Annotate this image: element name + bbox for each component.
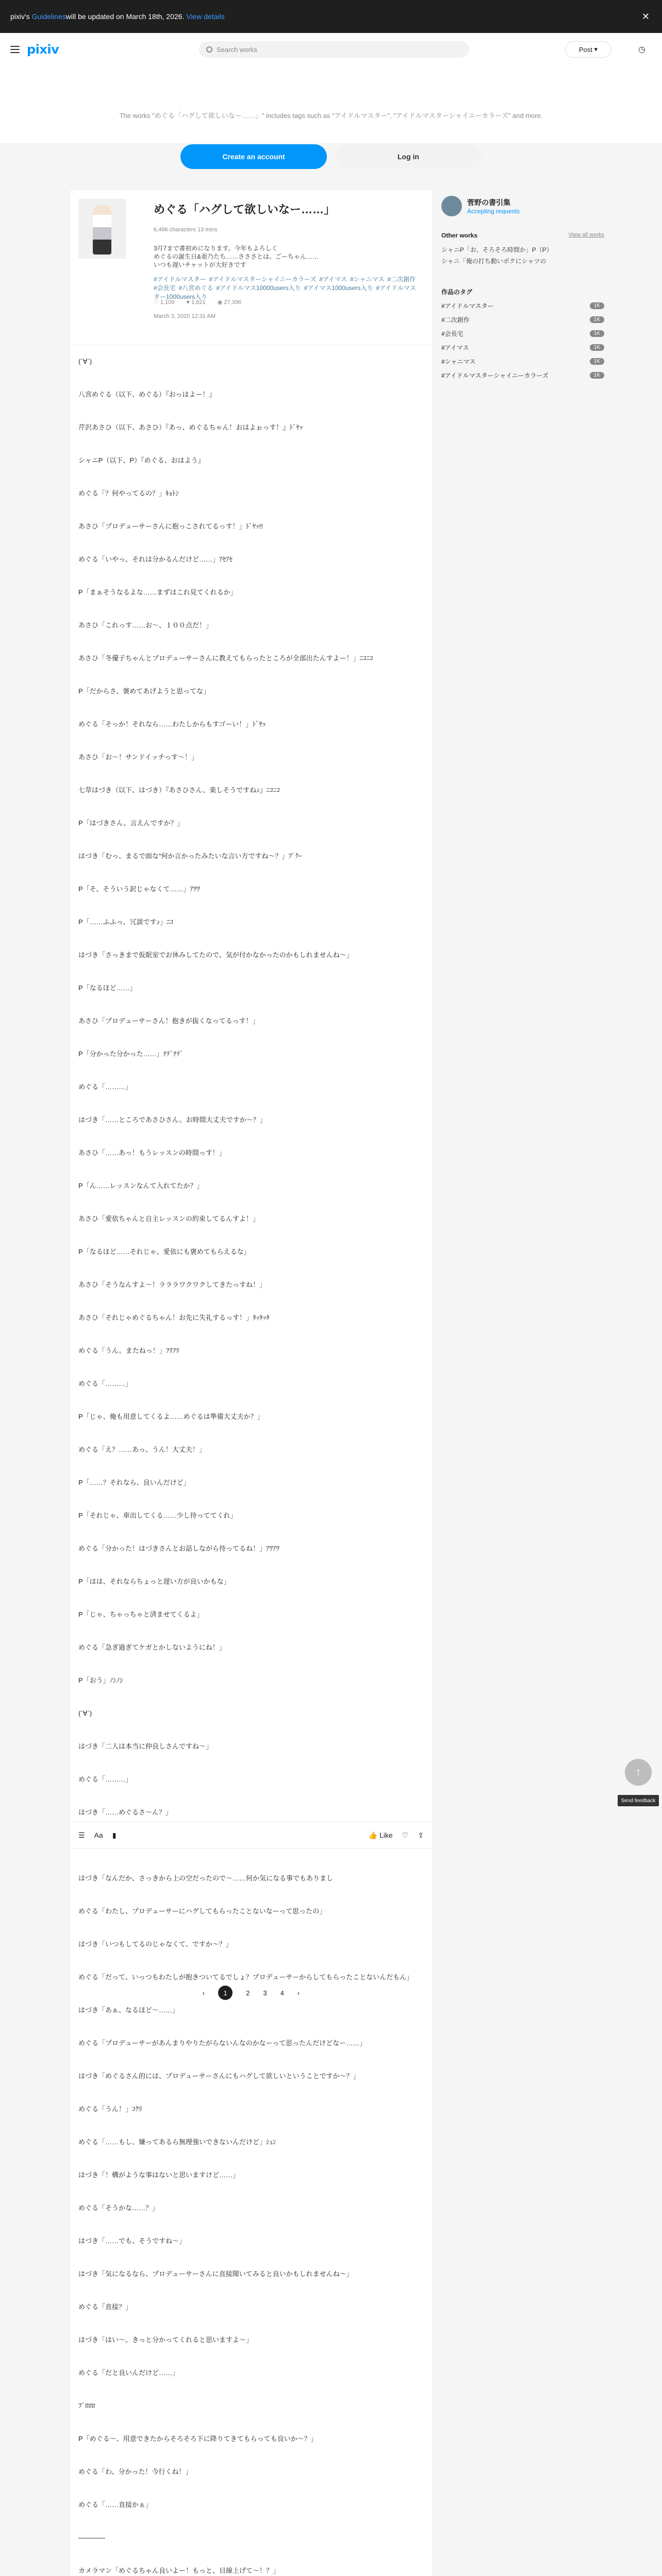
novel-line: めぐる「分かった！はづきさんとお話しながら待ってるね！」ｱﾜｱﾜ bbox=[78, 1545, 280, 1552]
novel-line: めぐる「？何やってるの？」ｷｮﾄﾝ bbox=[78, 489, 179, 497]
tag-count: 1K bbox=[590, 358, 604, 365]
other-work-item[interactable]: シャニP「お、そろそろ時間か」P（P） bbox=[441, 246, 553, 253]
novel-line: めぐる「急ぎ過ぎてケガとかしないようにね！」 bbox=[78, 1643, 226, 1651]
close-icon[interactable]: ✕ bbox=[641, 11, 650, 22]
sidebar-tag-item[interactable] bbox=[441, 315, 604, 324]
sidebar bbox=[441, 191, 604, 448]
novel-line: あさひ「それじゃめぐるちゃん！お先に失礼するっす！」ﾀｯﾀｯﾀ bbox=[78, 1314, 270, 1321]
novel-line: P「はづきさん、言えんですか？」 bbox=[78, 819, 184, 827]
tag-link[interactable]: #アイマス bbox=[319, 276, 347, 283]
tag-link[interactable]: #アイドルマス10000users入り bbox=[216, 284, 301, 292]
novel-line: あさひ「お〜！サンドイッチっす〜！」 bbox=[78, 753, 198, 761]
tag-name: #二次創作 bbox=[441, 316, 470, 324]
novel-line: P「なるほど……」 bbox=[78, 984, 137, 992]
tag-count: 1K bbox=[590, 316, 604, 323]
novel-line: めぐる「うん！」ｺｸﾘ bbox=[78, 2105, 142, 2113]
novel-line: めぐる「うん。またねっ！」ﾌﾘﾌﾘ bbox=[78, 1347, 179, 1354]
novel-line: はづき「あぁ、なるほど〜……」 bbox=[78, 2006, 179, 2014]
novel-line: あさひ「プロデューサーさんに抱っこされてるっす！」ﾄﾞﾔｯ!! bbox=[78, 522, 263, 530]
sidebar-tag-item[interactable] bbox=[441, 343, 604, 352]
novel-line: はづき「気になるなら、プロデューサーさんに直接聞いてみると良いかもしれませんね〜」 bbox=[78, 2270, 353, 2278]
page-prev[interactable]: ‹ bbox=[202, 1989, 205, 1997]
work-header bbox=[70, 191, 432, 345]
send-feedback-button[interactable]: Send feedback bbox=[618, 1795, 659, 1806]
bookmark-icon[interactable]: ▮ bbox=[112, 1831, 117, 1839]
novel-line: (´∀`) bbox=[78, 1709, 92, 1717]
novel-line: めぐる「………」 bbox=[78, 1775, 133, 1783]
novel-line: はづき「むっ、まるで面な"何か言かったみたいな言い方ですね〜？」ﾌﾟｸｰ bbox=[78, 852, 302, 860]
tag-list bbox=[154, 275, 422, 301]
novel-line: P「まぁそうなるよな……まずはこれ見てくれるか」 bbox=[78, 588, 237, 596]
novel-line: P「それじゃ、車出してくる……少し待っててくれ」 bbox=[78, 1512, 237, 1519]
novel-line: はづき「さっきまで仮眠室でお休みしてたので、気が付かなかったのかもしれませんね〜」 bbox=[78, 951, 353, 959]
tag-count: 1K bbox=[590, 372, 604, 379]
novel-line: あさひ「……あっ！もうレッスンの時間っす！」 bbox=[78, 1149, 226, 1157]
novel-line: P「めぐる〜、用意できたからそろそろ下に降りてきてもらっても良いか〜？」 bbox=[78, 2435, 318, 2443]
scroll-top-button[interactable]: ↑ bbox=[625, 1759, 652, 1786]
work-stats bbox=[154, 299, 252, 306]
guidelines-link[interactable]: Guidelines bbox=[31, 12, 66, 21]
novel-line: P「……ふふっ、冗談です♪」ﾆｺ bbox=[78, 918, 174, 926]
novel-line: P「おう」ﾉｼﾉｼ bbox=[78, 1676, 123, 1684]
reader-toolbar bbox=[70, 1822, 432, 1849]
novel-line: 七草はづき（以下、はづき）『あさひさん、楽しそうですね♪』ﾆｺﾆｺ bbox=[78, 786, 280, 794]
announcement-banner bbox=[0, 0, 662, 33]
tag-link[interactable]: #アイドルマスターシャイニーカラーズ bbox=[209, 276, 317, 283]
pagination bbox=[70, 1982, 432, 2003]
novel-line: P「じゃ、俺も用意してくるよ……めぐるは準備大丈夫か？」 bbox=[78, 1413, 264, 1420]
banner-prefix: pixiv's bbox=[10, 12, 30, 21]
page-4[interactable]: 4 bbox=[280, 1989, 284, 1997]
novel-line: はづき「……でも、そうですね〜」 bbox=[78, 2237, 186, 2245]
like-count: ♡ 1,109 bbox=[154, 299, 175, 306]
novel-line: あさひ「これっす……お〜、１００点だ！」 bbox=[78, 621, 213, 629]
menu-icon[interactable] bbox=[10, 46, 20, 53]
page-3[interactable]: 3 bbox=[263, 1989, 267, 1997]
novel-line: あさひ「愛依ちゃんと自主レッスンの約束してるんすよ！」 bbox=[78, 1215, 259, 1223]
font-size-icon[interactable]: Aa bbox=[94, 1831, 103, 1839]
login-button[interactable]: Log in bbox=[335, 144, 482, 169]
novel-line: めぐる「プロデューサーがあんまりやりたがらないんなのかなーって思ったんだけどなー……」 bbox=[78, 2039, 367, 2047]
sidebar-tag-item[interactable] bbox=[441, 329, 604, 338]
author-name[interactable]: 菅野の書引集 bbox=[467, 198, 510, 207]
author-card[interactable] bbox=[441, 191, 604, 222]
tag-name: #アイドルマスター bbox=[441, 302, 494, 310]
novel-line: はづき「いつもしてるのじゃなくて、ですか〜？」 bbox=[78, 1940, 233, 1948]
page-2[interactable]: 2 bbox=[246, 1989, 250, 1997]
post-date: March 3, 2020 12:31 AM bbox=[154, 313, 216, 319]
novel-line: P「ん……レッスンなんて入れてたか？」 bbox=[78, 1182, 204, 1190]
novel-line: はづき「なんだか、さっきから上の空だったので〜……何か気になる事でもありまし bbox=[78, 1874, 334, 1882]
tag-link[interactable]: #アイドルマスター bbox=[154, 276, 206, 283]
pixiv-logo[interactable]: pixiv bbox=[27, 42, 59, 57]
novel-line: シャニP（以下、P）『めぐる、おはよう』 bbox=[78, 456, 205, 464]
novel-line: めぐる「いやっ、それは分かるんだけど……」ｱｾｱｾ bbox=[78, 555, 233, 563]
novel-line: P「そ、そういう訳じゃなくて……」ｱﾜﾜ bbox=[78, 885, 200, 893]
share-icon[interactable]: ⇪ bbox=[418, 1831, 424, 1839]
tag-link[interactable]: #アイドルマスター1000users入り bbox=[154, 284, 416, 300]
novel-line: めぐる「そうかな……？」 bbox=[78, 2204, 159, 2212]
sidebar-tag-item[interactable] bbox=[441, 301, 604, 310]
novel-line: めぐる「そっか！それなら……わたしからもすゴーい！」ﾄﾞﾔｯ bbox=[78, 720, 266, 728]
novel-line: はづき「……ところであさひさん。お時間大丈夫ですか〜？」 bbox=[78, 1116, 267, 1124]
sidebar-tags bbox=[441, 301, 604, 380]
novel-line: めぐる「え？……あっ、うん！大丈夫！」 bbox=[78, 1446, 206, 1453]
accepting-requests[interactable]: Accepting requests bbox=[467, 208, 520, 215]
hero-text: The works "めぐる「ハグして欲しいなー……」" includes tags such as "アイドルマスター", "アイドルマスターシャイニーカラーズ" and more. bbox=[119, 112, 543, 120]
novel-line: P「なるほど……それじゃ、愛依にも褒めてもらえるな」 bbox=[78, 1248, 251, 1256]
tag-count: 1K bbox=[590, 344, 604, 351]
novel-line: めぐる「直接？」 bbox=[78, 2303, 133, 2311]
tag-name: #アイドルマスターシャイニーカラーズ bbox=[441, 372, 549, 379]
novel-body bbox=[70, 345, 432, 2576]
avatar[interactable] bbox=[441, 196, 462, 216]
novel-line: めぐる「わたし、プロデューサーにハグしてもらったことないなーって思ったの」 bbox=[78, 1907, 326, 1915]
notification-icon[interactable]: ◷ bbox=[638, 45, 646, 54]
novel-line: めぐる「だと良いんだけど……」 bbox=[78, 2369, 179, 2377]
other-works-list bbox=[441, 244, 604, 267]
novel-line: P「だからさ、褒めてあげようと思ってな」 bbox=[78, 687, 210, 695]
tag-link[interactable]: #二次創作 bbox=[387, 276, 416, 283]
novel-line: はづき「！構がような事はないと思いますけど……」 bbox=[78, 2171, 240, 2179]
view-all-link[interactable]: View all works bbox=[568, 232, 604, 238]
novel-line: めぐる「………」 bbox=[78, 1380, 133, 1387]
banner-text: will be updated on March 18th, 2026. bbox=[65, 12, 185, 21]
page-1[interactable]: 1 bbox=[218, 1986, 233, 2000]
tag-name: #会長宅 bbox=[441, 330, 464, 337]
novel-line: めぐる「……直接かぁ」 bbox=[78, 2501, 153, 2509]
other-works-header: Other works View all works bbox=[441, 232, 604, 239]
novel-line: あさひ「そうなんすよ〜！ラララワクワクしてきたっすね！」 bbox=[78, 1281, 267, 1289]
like-button[interactable]: 👍 Like bbox=[368, 1831, 393, 1839]
work-meta: 6,496 characters 13 mins bbox=[154, 227, 218, 233]
sidebar-tag-item[interactable] bbox=[441, 357, 604, 366]
view-count: ◉ 27,396 bbox=[217, 299, 242, 306]
novel-line: あさひ「冬優子ちゃんとプロデューサーさんに教えてもらったところが全部出たんすよー！」ﾆｺﾆｺ bbox=[78, 654, 373, 662]
novel-line: P「じゃ、ちゃっちゃと済ませてくるよ」 bbox=[78, 1611, 204, 1618]
tags-title: 作品のタグ bbox=[441, 289, 473, 296]
search-icon bbox=[206, 46, 212, 53]
create-account-button[interactable]: Create an account bbox=[180, 144, 327, 169]
novel-line: はづき「……めぐるさ〜ん？」 bbox=[78, 1808, 173, 1816]
novel-line: ―――― bbox=[78, 2534, 105, 2541]
sidebar-tag-item[interactable] bbox=[441, 371, 604, 380]
page-next[interactable]: › bbox=[297, 1989, 300, 1997]
novel-line: めぐる「……もし、嫌ってあるら無理強いできないんだけど」ｼｭﾝ bbox=[78, 2138, 276, 2146]
novel-line: 八宮めぐる（以下、めぐる）『おっはよー！』 bbox=[78, 391, 216, 398]
tag-link[interactable]: #アイマス1000users入り bbox=[304, 284, 373, 292]
tag-link[interactable]: #会長宅 bbox=[154, 284, 176, 292]
novel-line: P「分かった分かった……」ﾅﾃﾞﾅﾃﾞ bbox=[78, 1050, 184, 1058]
tag-count: 1K bbox=[590, 330, 604, 337]
tag-name: #アイマス bbox=[441, 344, 469, 351]
post-button[interactable]: Post ▾ bbox=[565, 41, 611, 58]
novel-line: めぐる「わ、分かった！今行くね！」 bbox=[78, 2468, 192, 2476]
view-details-link[interactable]: View details bbox=[186, 12, 225, 21]
novel-line: (´∀`) bbox=[78, 358, 92, 365]
novel-line: あさひ「プロデューサーさん！抱きが抜くなってるっす！」 bbox=[78, 1017, 259, 1025]
cover-thumbnail[interactable] bbox=[78, 199, 126, 259]
novel-line: ﾌﾞﾛﾛﾛ bbox=[78, 2402, 95, 2410]
novel-line: はづき「はい〜。きっと分かってくれると思いますよ〜」 bbox=[78, 2336, 253, 2344]
heart-icon[interactable]: ♡ bbox=[402, 1831, 409, 1839]
search-input[interactable]: Search works bbox=[199, 41, 469, 58]
other-work-item[interactable]: シャニ「俺の打ち動いボクにシャツの bbox=[441, 258, 547, 265]
work-title: めぐる「ハグして欲しいなー……」 bbox=[154, 203, 336, 216]
tag-name: #シャニマス bbox=[441, 358, 476, 365]
novel-line: カメラマン「めぐるちゃん良いよー！もっと、目線上げて〜！？」 bbox=[78, 2567, 280, 2574]
tag-link[interactable]: #シャニマス bbox=[350, 276, 385, 283]
bookmark-count: ♥ 1,621 bbox=[186, 299, 206, 306]
hero-section bbox=[0, 66, 662, 143]
novel-line: はづき「めぐるさん的には、プロデューサーさんにもハグして欲しいということですか〜？」 bbox=[78, 2072, 360, 2080]
novel-line: 芹沢あさひ（以下、あさひ）『あっ、めぐるちゃん！おはよぉっす！』ﾄﾞﾔｯ bbox=[78, 423, 303, 431]
novel-line: めぐる「だって、いっつもわたしが抱きついてるでしょ？プロデューサーからしてもらったことないんだもん」 bbox=[78, 1973, 413, 1981]
novel-line: はづき「二人は本当に仲良しさんですね〜」 bbox=[78, 1742, 213, 1750]
work-description: 3月7まで書初めになります。今年もよろしく めぐるの誕生日&亜乃たち……さささとは、ごーちゃん…… いつも遅いチャットが大好きです bbox=[154, 245, 319, 268]
novel-content bbox=[70, 191, 432, 2576]
novel-line: P「はは、それならちょっと遅い方が良いかもな」 bbox=[78, 1578, 230, 1585]
list-icon[interactable]: ☰ bbox=[78, 1831, 85, 1839]
auth-buttons bbox=[180, 144, 482, 169]
novel-line: めぐる「………」 bbox=[78, 1083, 133, 1091]
tag-link[interactable]: #八宮めぐる bbox=[178, 284, 213, 292]
tag-count: 1K bbox=[590, 302, 604, 309]
novel-line: P「……？それなら、良いんだけど」 bbox=[78, 1479, 190, 1486]
top-header bbox=[0, 33, 662, 66]
